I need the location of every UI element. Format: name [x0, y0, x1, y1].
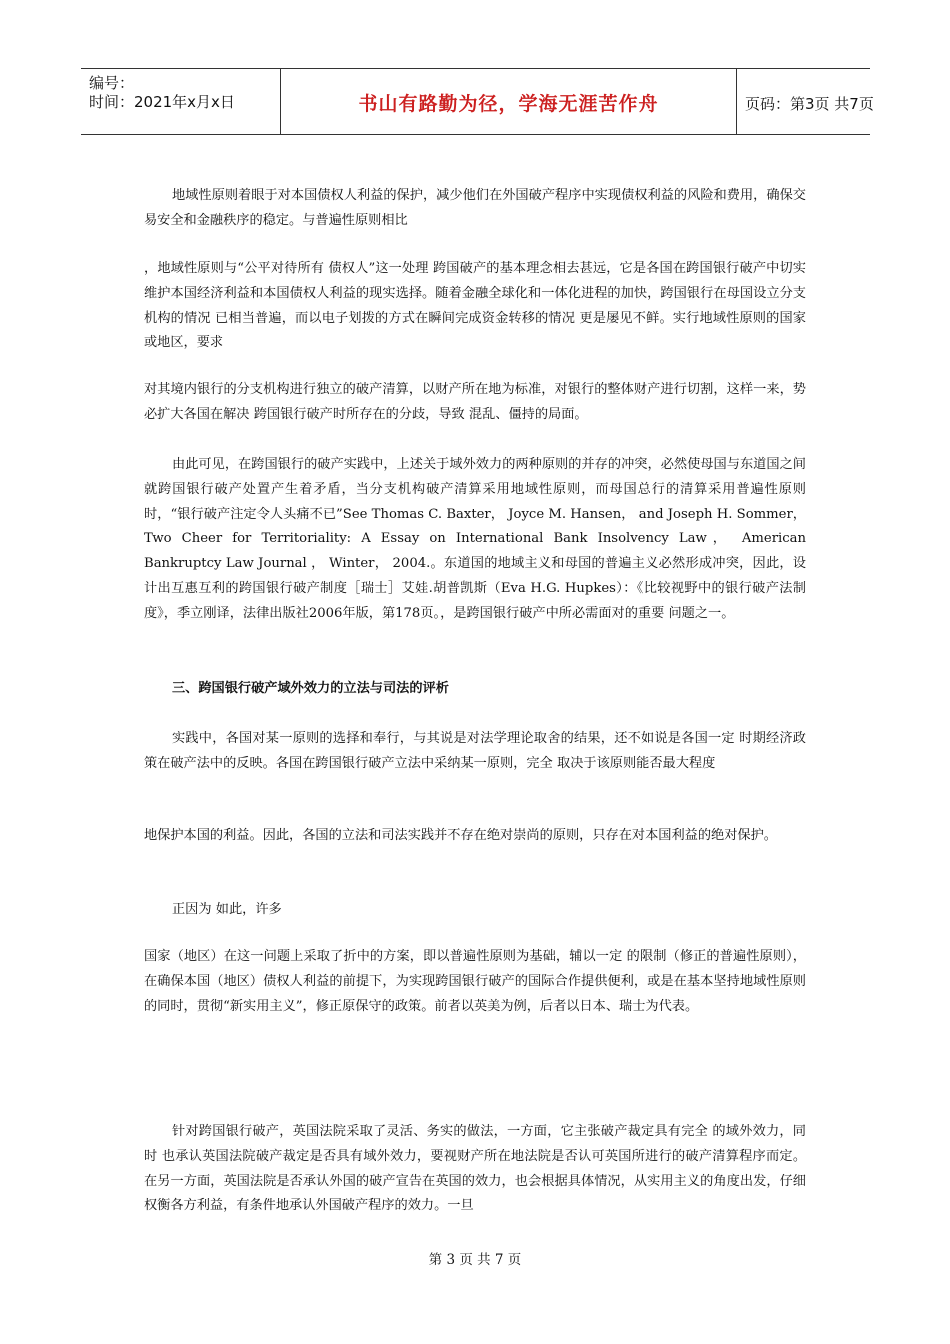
- paragraph-9: 针对跨国银行破产，英国法院采取了灵活、务实的做法，一方面，它主张破产裁定具有完全 的域外效力，同时 也承认英国法院破产裁定是否具有域外效力，要视财产所在地法院是否认可英国所进行的破产清算程序而定。在另一方面，英国法院是否承认外国的破产宣告在英国的效力，也会根据具体情况，从实用主义的角度出发，仔细权衡各方利益，有条件地承认外国破产程序的效力。一旦: [144, 1124, 806, 1214]
- paragraph-4: 由此可见，在跨国银行的破产实践中，上述关于域外效力的两种原则的并存的冲突，必然使母国与东道国之间就跨国银行破产处置产生着矛盾，当分支机构破产清算采用地域性原则，而母国总行的清算采用普遍性原则时，“银行破产注定令人头痛不已”See Thomas C. Baxter， Joyce M. Hansen， and Joseph H. Sommer，Two Cheer for Territoriality: A Essay on International Bank Insolvency Law， American Bankruptcy Law Journal ， Winter， 2004.。东道国的地域主义和母国的普遍主义必然形成冲突，因此，设计出互惠互利的跨国银行破产制度［瑞士］艾娃.胡普凯斯（Eva H.G. Hupkes）：《比较视野中的银行破产法制度》，季立刚译，法律出版社2006年版，第178页。，是跨国银行破产中所必需面对的重要 问题之一。: [144, 457, 806, 621]
- paragraph-7: 正因为 如此，许多: [172, 902, 282, 917]
- document-number-label: 编号：: [89, 74, 135, 92]
- paragraph-3: 对其境内银行的分支机构进行独立的破产清算，以财产所在地为标准，对银行的整体财产进行切割，这样一来，势必扩大各国在解决 跨国银行破产时所存在的分歧，导致 混乱、僵持的局面。: [144, 382, 806, 422]
- header-page-number: 页码：第3页 共7页: [745, 95, 874, 113]
- paragraph-8: 国家（地区）在这一问题上采取了折中的方案，即以普遍性原则为基础，辅以一定 的限制（修正的普遍性原则），在确保本国（地区）债权人利益的前提下，为实现跨国银行破产的国际合作提供便利，或是在基本坚持地域性原则的同时，贯彻“新实用主义”，修正原保守的政策。前者以英美为例，后者以日本、瑞士为代表。: [144, 949, 806, 1014]
- header-left-cell: [81, 69, 281, 134]
- header-middle-cell: [281, 69, 737, 134]
- paragraph-5: 实践中，各国对某一原则的选择和奉行，与其说是对法学理论取舍的结果，还不如说是各国一定 时期经济政策在破产法中的反映。各国在跨国银行破产立法中采纳某一原则，完全 取决于该原则能否最大程度: [144, 731, 806, 771]
- page-header: [81, 68, 874, 135]
- page-footer: 第 3 页 共 7 页: [428, 1252, 522, 1268]
- document-time-label: 时间：2021年x月x日: [89, 93, 235, 111]
- header-motto: 书山有路勤为径，学海无涯苦作舟: [358, 93, 659, 115]
- header-right-cell: [737, 69, 874, 134]
- paragraph-2: ，地域性原则与“公平对待所有 债权人”这一处理 跨国破产的基本理念相去甚远，它是各国在跨国银行破产中切实维护本国经济利益和本国债权人利益的现实选择。随着金融全球化和一体化进程的加快，跨国银行在母国设立分支机构的情况 已相当普遍，而以电子划拨的方式在瞬间完成资金转移的情况 更是屡见不鲜。实行地域性原则的国家或地区，要求: [144, 261, 806, 351]
- paragraph-1: 地域性原则着眼于对本国债权人利益的保护，减少他们在外国破产程序中实现债权利益的风险和费用，确保交易安全和金融秩序的稳定。与普遍性原则相比: [144, 188, 806, 228]
- section-heading: 三、跨国银行破产域外效力的立法与司法的评析: [172, 681, 449, 696]
- paragraph-6: 地保护本国的利益。因此，各国的立法和司法实践并不存在绝对崇尚的原则，只存在对本国利益的绝对保护。: [144, 828, 777, 843]
